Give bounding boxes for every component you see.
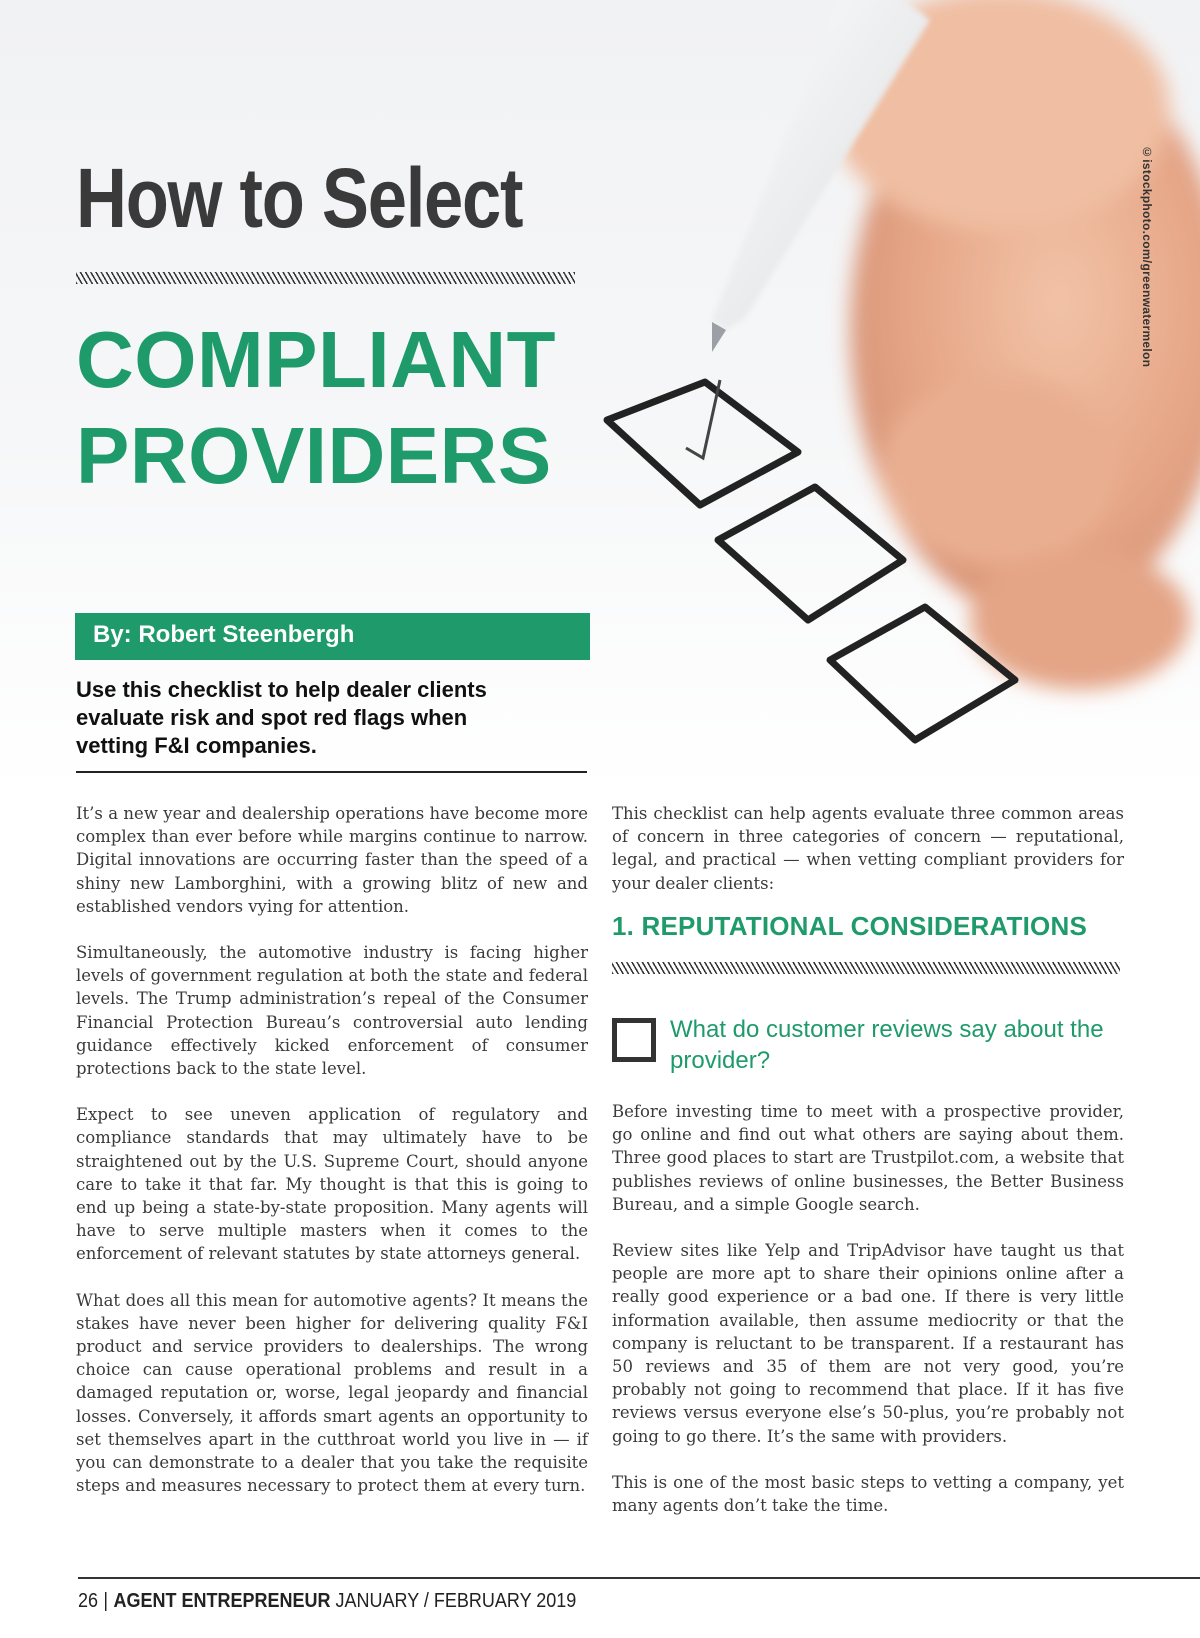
headline-line-1: How to Select bbox=[76, 151, 523, 245]
body-paragraph: Expect to see uneven application of regulatory and compliance standards that may ultimately have to be straightened out by the U.S. Supreme Court, should anyone care to take it that far. My thought is that this is going to end up being a state-by-state proposition. Many agents will have to serve multiple masters when it comes to the enforcement of relevant statutes by state attorneys general. bbox=[76, 1105, 588, 1264]
footer-separator: | bbox=[103, 1590, 109, 1612]
checklist-question bbox=[612, 1014, 1124, 1076]
headline-hatch-divider bbox=[76, 272, 575, 284]
body-paragraph: Before investing time to meet with a prospective provider, go online and find out what others are saying about them. Three good places to start are Trustpilot.com, a website that publishes reviews of online businesses, the Better Business Bureau, and a simple Google search. bbox=[612, 1102, 1124, 1214]
page-number: 26 bbox=[78, 1590, 99, 1612]
right-column bbox=[612, 802, 1124, 1540]
deck-divider bbox=[76, 771, 587, 773]
issue-date: JANUARY / FEBRUARY 2019 bbox=[335, 1590, 577, 1612]
photo-credit: ©istockphoto.com/greenwatermelon bbox=[1140, 145, 1154, 368]
left-column bbox=[76, 802, 588, 1520]
magazine-name: AGENT ENTREPRENEUR bbox=[113, 1590, 331, 1612]
byline-bar: By: Robert Steenbergh bbox=[75, 613, 590, 660]
question-text: What do customer reviews say about the provider? bbox=[670, 1016, 1104, 1075]
intro-paragraph: This checklist can help agents evaluate three common areas of concern in three categories of concern — reputational, legal, and practical — when vetting compliant providers for your dealer clients: bbox=[612, 804, 1124, 893]
footer-divider bbox=[78, 1577, 1200, 1579]
checkbox-icon bbox=[612, 1018, 656, 1062]
section-hatch-divider bbox=[612, 962, 1120, 974]
checkbox-1 bbox=[607, 382, 798, 505]
page-footer bbox=[78, 1590, 576, 1613]
body-paragraph: Simultaneously, the automotive industry is facing higher levels of government regulation at both the state and federal levels. The Trump administration’s repeal of the Consumer Financial Protection Bureau’s controversial auto lending guidance effectively kicked enforcement of consumer protections back to the state level. bbox=[76, 943, 588, 1079]
headline-green bbox=[76, 312, 556, 504]
section-heading: 1. REPUTATIONAL CONSIDERATIONS bbox=[612, 910, 1087, 941]
deck-summary: Use this checklist to help dealer clients evaluate risk and spot red flags when vetting F&I companies. bbox=[76, 677, 487, 758]
body-paragraph: This is one of the most basic steps to vetting a company, yet many agents don’t take the time. bbox=[612, 1472, 1124, 1516]
body-paragraph: Review sites like Yelp and TripAdvisor have taught us that people are more apt to share their opinions online after a really good experience or a bad one. If there is very little information available, then assume mediocrity or that the company is reluctant to be transparent. If a restaurant has 50 reviews and 35 of them are not very good, you’re probably not going to recommend that place. If it has five reviews versus everyone else’s 50-plus, you’re probably not going to go there. It’s the same with providers. bbox=[612, 1241, 1124, 1446]
body-paragraph: It’s a new year and dealership operations have become more complex than ever before while margins continue to narrow. Digital innovations are occurring faster than the speed of a shiny new Lamborghini, with a growing blitz of new and established vendors vying for attention. bbox=[76, 804, 588, 916]
checkbox-2 bbox=[718, 487, 903, 620]
headline-line-2b: PROVIDERS bbox=[76, 411, 552, 500]
headline-line-2a: COMPLIANT bbox=[76, 315, 557, 404]
body-paragraph: What does all this mean for automotive agents? It means the stakes have never been higher for delivering quality F&I product and service providers to dealerships. The wrong choice can cause operational problems and result in a damaged reputation or, worse, legal jeopardy and financial losses. Conversely, it affords smart agents an opportunity to set themselves apart in the cutthroat world you live in — if you can demonstrate to a dealer that you take the requisite steps and measures necessary to protect them at every turn. bbox=[76, 1290, 588, 1496]
